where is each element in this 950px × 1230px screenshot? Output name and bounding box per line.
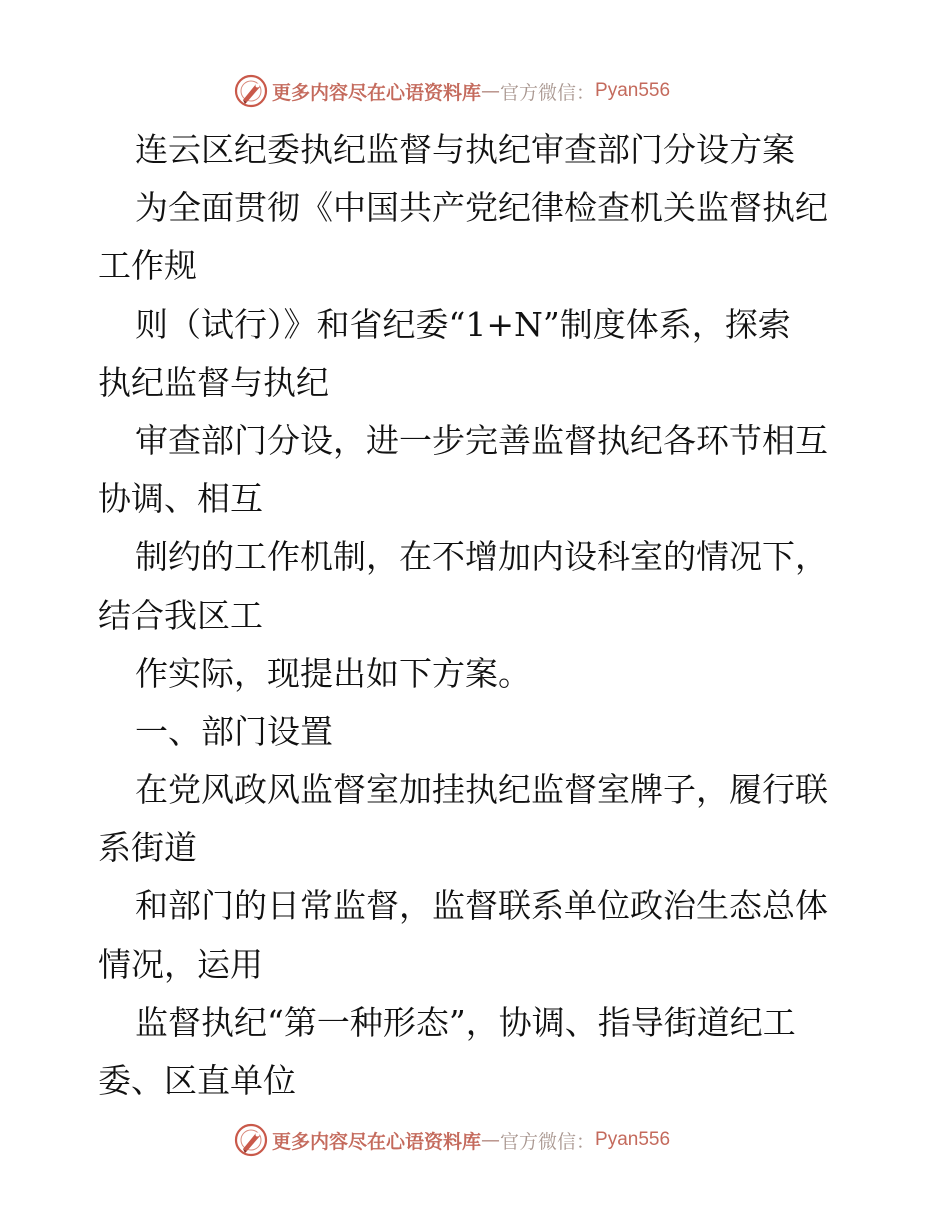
text-line: 执纪监督与执纪 (98, 362, 329, 402)
watermark-official-label: 官方微信： (500, 1130, 596, 1153)
text-line: 协调、相互 (98, 479, 263, 519)
document-body (98, 121, 858, 1110)
watermark-dash: — (481, 80, 501, 102)
text-line: 工作规 (98, 246, 197, 286)
text-line: 制约的工作机制，在不增加内设科室的情况下， (135, 537, 828, 577)
text-line: 在党风政风监督室加挂执纪监督室牌子，履行联 (135, 770, 828, 810)
text-line: 为全面贯彻《中国共产党纪律检查机关监督执纪 (135, 188, 828, 228)
header-watermark (234, 74, 670, 108)
text-line: 一、部门设置 (135, 711, 333, 751)
document-title-line: 连云区纪委执纪监督与执纪审查部门分设方案 (135, 130, 795, 169)
text-line: 系街道 (98, 828, 197, 868)
text-line: 审查部门分设，进一步完善监督执纪各环节相互 (135, 420, 828, 460)
watermark-wechat-id: Pyan556 (595, 80, 671, 101)
watermark-official-label: 官方微信： (500, 81, 596, 104)
text-line: 结合我区工 (98, 595, 263, 635)
text-line: 监督执纪“第一种形态”，协调、指导街道纪工 (135, 1002, 796, 1042)
watermark-main-text: 更多内容尽在心语资料库 (272, 1130, 482, 1153)
text-line: 委、区直单位 (98, 1061, 296, 1100)
text-line: 作实际，现提出如下方案。 (135, 653, 531, 693)
footer-watermark (234, 1123, 670, 1157)
text-line: 和部门的日常监督，监督联系单位政治生态总体 (135, 886, 828, 926)
pen-logo-icon (234, 1123, 268, 1157)
pen-logo-icon (234, 74, 268, 108)
watermark-main-text: 更多内容尽在心语资料库 (272, 81, 482, 104)
text-line: 则（试行）》和省纪委“1+N”制度体系，探索 (135, 304, 791, 344)
watermark-wechat-id: Pyan556 (595, 1129, 671, 1150)
watermark-dash: — (481, 1129, 501, 1151)
text-line: 情况，运用 (98, 944, 263, 984)
